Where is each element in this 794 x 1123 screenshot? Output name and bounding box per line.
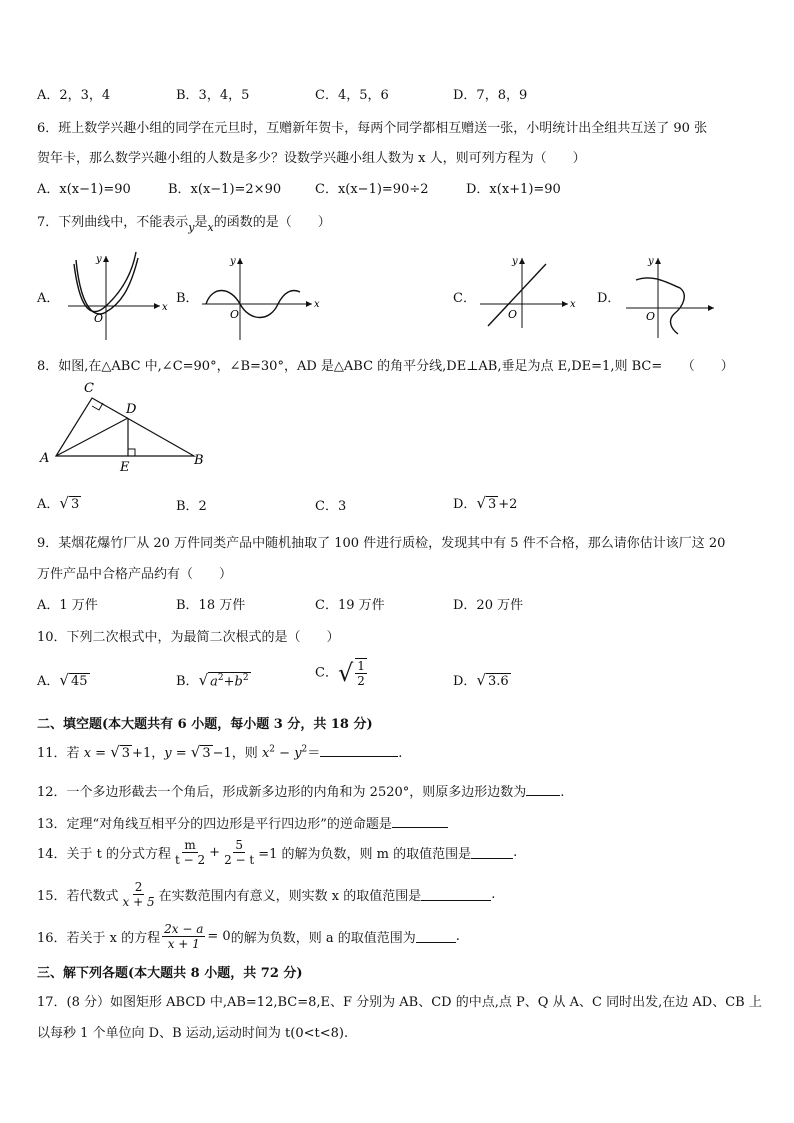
q5-option-d: D．7，8，9 (453, 88, 528, 103)
q12: 12．一个多边形截去一个角后，形成新多边形的内角和为 2520°，则原多边形边数为 . (37, 785, 565, 800)
label-c: C (84, 381, 94, 396)
q7-graph-a-x: x (162, 302, 168, 313)
q11-answer-blank[interactable] (320, 744, 398, 757)
q7-graph-c-y: y (512, 256, 518, 267)
q7-graph-a-y: y (96, 254, 102, 265)
q16-answer-blank[interactable] (416, 930, 456, 943)
q14-answer-blank[interactable] (471, 846, 513, 859)
q10-option-a: A．√ 45 (37, 671, 88, 689)
q9-stem-line2: 万件产品中合格产品约有（ ） (37, 567, 233, 582)
q17-stem-line2: 以每秒 1 个单位向 D、B 运动,运动时间为 t(0<t<8). (37, 1026, 349, 1041)
q7-graph-a-origin: O (94, 312, 104, 325)
q7-graph-b-origin: O (230, 308, 240, 321)
q5-option-a: A．2，3，4 (37, 88, 111, 103)
q7-graph-b (196, 252, 320, 342)
label-a: A (40, 451, 50, 466)
q7-option-a-label: A． (37, 291, 60, 306)
q7-graph-d (622, 252, 722, 342)
q10-option-b: B．√ $a^2+b^2$ (176, 671, 249, 689)
q7-graph-d-origin: O (646, 310, 656, 323)
q8-stem: 8．如图,在△ABC 中,∠C=90°，∠B=30°，AD 是△ABC 的角平分线,DE⊥AB,垂足为点 E,DE=1,则 BC= （ ） (37, 359, 734, 374)
label-e: E (120, 460, 130, 475)
q8-triangle-figure (36, 376, 216, 476)
q13: 13．定理“对角线互相平分的四边形是平行四边形”的逆命题是 (37, 813, 448, 832)
q7-option-b-label: B． (176, 291, 199, 306)
q6-option-a: A．x(x−1)=90 (37, 182, 131, 197)
q9-option-c: C．19 万件 (315, 598, 385, 613)
q8-option-b: B．2 (176, 499, 207, 514)
q6-stem-line2: 贺年卡，那么数学兴趣小组的人数是多少？设数学兴趣小组人数为 x 人，则可列方程为（ ） (37, 151, 586, 166)
section-2-heading: 二、填空题(本大题共有 6 小题，每小题 3 分，共 18 分) (37, 717, 373, 732)
q8-option-c: C．3 (315, 499, 347, 514)
q7-stem: 7．下列曲线中，不能表示$_y$是$_x$的函数的是（ ） (37, 215, 331, 234)
q7-graph-c-x: x (570, 299, 576, 310)
q6-option-d: D．x(x+1)=90 (466, 182, 561, 197)
q7-graph-a (60, 250, 170, 345)
q10-option-c: C．√ $\frac{1}{2}$ (315, 659, 365, 688)
q7-graph-c (476, 252, 576, 332)
q14: 14．关于 t 的分式方程 $\frac{m}{t - 2}$ + $\frac{5}{2 - t}$ =1 的解为负数，则 m 的取值范围是 . (37, 838, 518, 867)
q8-option-d: D．√ 3 +2 (453, 494, 518, 512)
label-d: D (126, 402, 137, 417)
q9-option-d: D．20 万件 (453, 598, 524, 613)
q7-graph-c-origin: O (508, 308, 518, 321)
q7-graph-b-x: x (314, 299, 320, 310)
q7-graph-d-y: y (648, 256, 654, 267)
q7-option-d-label: D． (597, 291, 621, 306)
q9-stem-line1: 9．某烟花爆竹厂从 20 万件同类产品中随机抽取了 100 件进行质检，发现其中有 5 件不合格，那么请你估计该厂这 20 (37, 536, 726, 551)
q7-option-c-label: C． (453, 291, 476, 306)
q13-answer-blank[interactable] (392, 815, 448, 828)
q16: 16．若关于 x 的方程 $\frac{2x - a}{x + 1}$ = 0 的解为负数，则 a 的取值范围为 . (37, 922, 460, 951)
q9-option-a: A．1 万件 (37, 598, 98, 613)
q15: 15．若代数式 $\frac{2}{x + 5}$ 在实数范围内有意义，则实数 x 的取值范围是 . (37, 880, 496, 909)
q5-option-c: C．4，5，6 (315, 88, 389, 103)
q9-option-b: B．18 万件 (176, 598, 246, 613)
q6-stem-line1: 6．班上数学兴趣小组的同学在元旦时，互赠新年贺卡，每两个同学都相互赠送一张，小明统计出全组共互送了 90 张 (37, 121, 708, 136)
label-b: B (194, 453, 204, 468)
q6-option-c: C．x(x−1)=90÷2 (315, 182, 429, 197)
q10-option-d: D．√ 3.6 (453, 671, 509, 689)
q11: 11．若 x = √ 3 +1，y = √ 3 −1，则 $x^2 - y^2=$ . (37, 743, 403, 761)
q7-graph-b-y: y (230, 256, 236, 267)
q10-stem: 10．下列二次根式中，为最简二次根式的是（ ） (37, 630, 340, 645)
q8-option-a: A．√ 3 (37, 494, 80, 512)
q15-answer-blank[interactable] (421, 888, 491, 901)
q17-stem-line1: 17．(8 分）如图矩形 ABCD 中,AB=12,BC=8,E、F 分别为 AB、CD 的中点,点 P、Q 从 A、C 同时出发,在边 AD、CB 上 (37, 995, 762, 1010)
section-3-heading: 三、解下列各题(本大题共 8 小题，共 72 分) (37, 966, 303, 981)
q5-option-b: B．3，4，5 (176, 88, 250, 103)
q12-answer-blank[interactable] (526, 783, 560, 796)
q6-option-b: B．x(x−1)=2×90 (168, 182, 282, 197)
